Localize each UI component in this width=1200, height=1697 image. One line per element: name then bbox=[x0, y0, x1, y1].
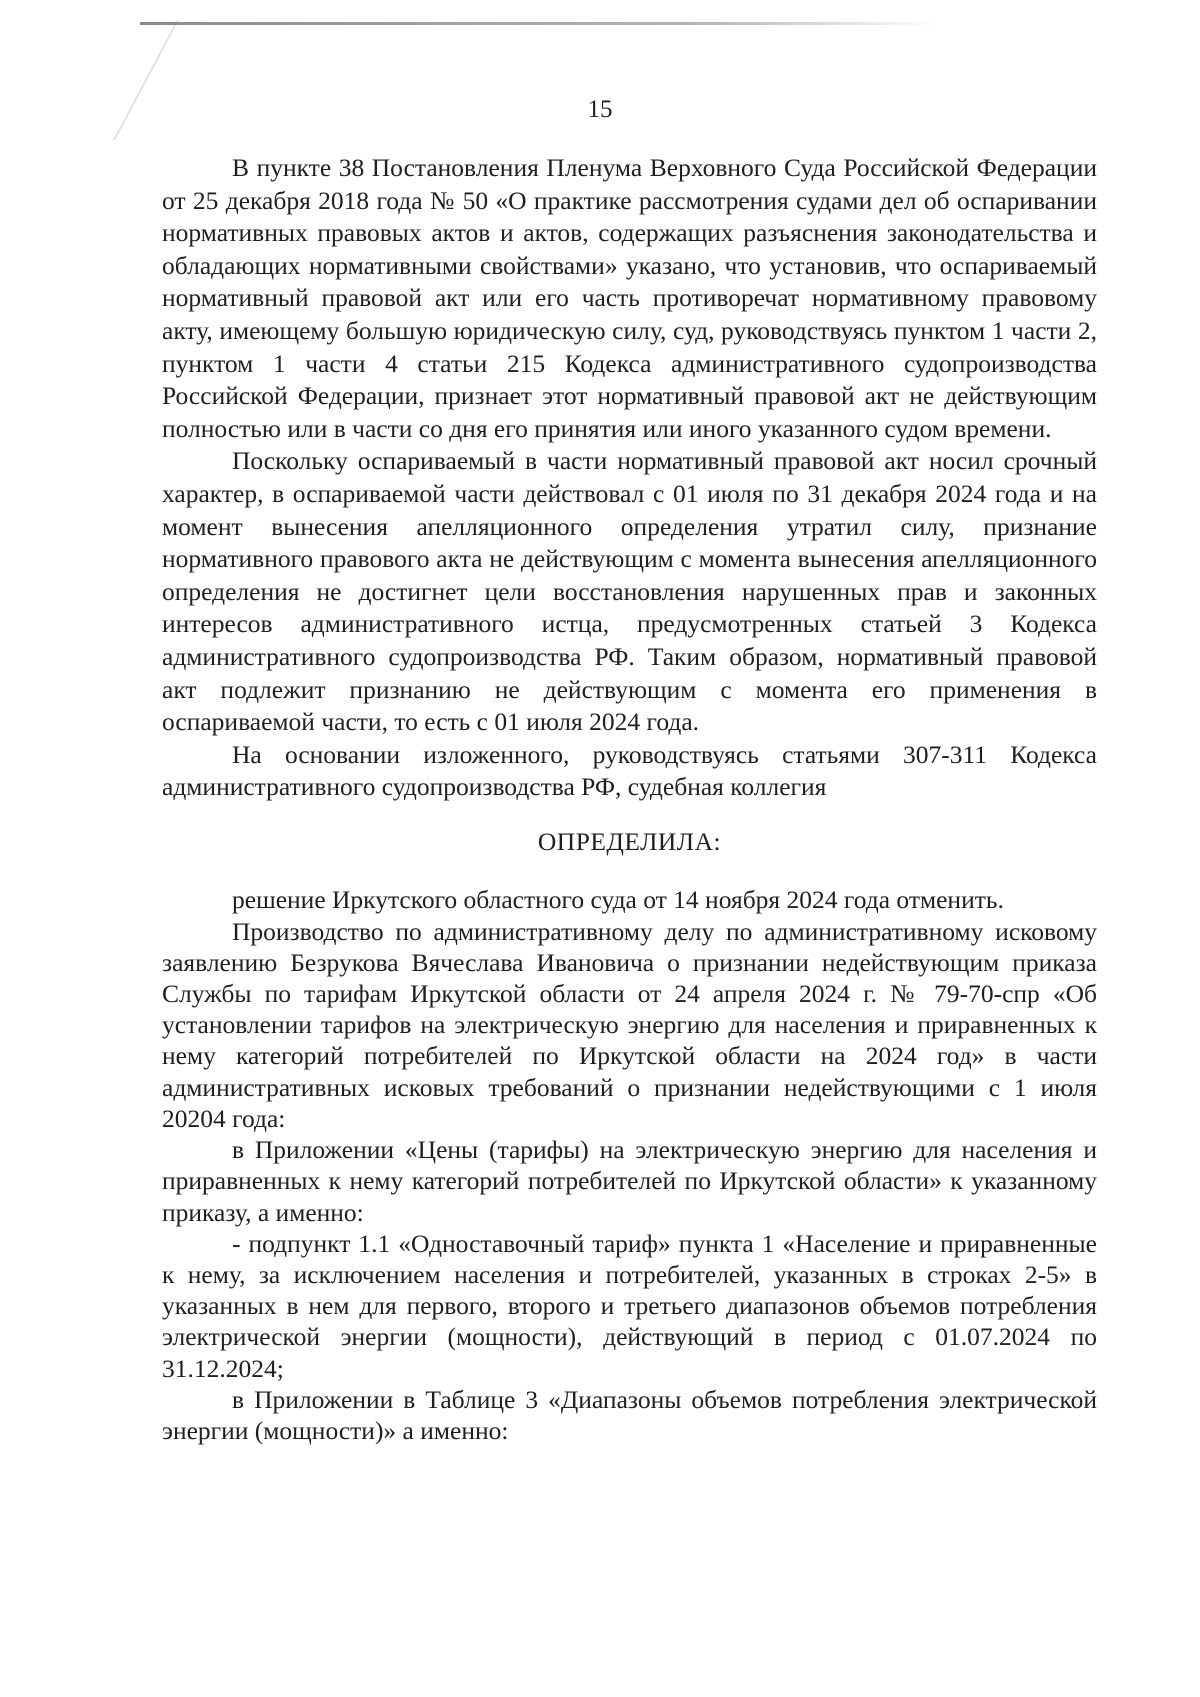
paragraph-plenum-reference: В пункте 38 Постановления Пленума Верховного Суда Российской Федерации от 25 декабря 2018 года № 50 «О практике рассмотрения судами дел об оспаривании нормативных правовых актов и актов, содержащих разъяснения законодательства и обладающих нормативными свойствами» указано, что установив, что оспариваемый нормативный правовой акт или его часть противоречат нормативному правовому акту, имеющему большую юридическую силу, суд, руководствуясь пунктом 1 части 2, пунктом 1 части 4 статьи 215 Кодекса административного судопроизводства Российской Федерации, признает этот нормативный правовой акт не действующим полностью или в части со дня его принятия или иного указанного судом времени. bbox=[162, 153, 1097, 443]
ruling-heading: ОПРЕДЕЛИЛА: bbox=[537, 826, 722, 856]
scan-top-edge bbox=[140, 22, 940, 25]
document-body bbox=[162, 152, 1097, 1446]
paragraph-grounds: На основании изложенного, руководствуясь статьями 307-311 Кодекса административного судопроизводства РФ, судебная коллегия bbox=[162, 739, 1097, 802]
paragraph-temporary-act: Поскольку оспариваемый в части нормативный правовой акт носил срочный характер, в оспариваемой части действовал с 01 июля по 31 декабря 2024 года и на момент вынесения апелляционного определения утратил силу, признание нормативного правового акта не действующим с момента вынесения апелляционного определения не достигнет цели восстановления нарушенных прав и законных интересов административного истца, предусмотренных статьей 3 Кодекса административного судопроизводства РФ. Таким образом, нормативный правовой акт подлежит признанию не действующим с момента его применения в оспариваемой части, то есть с 01 июля 2024 года. bbox=[162, 446, 1097, 737]
decision-section bbox=[162, 884, 1097, 1446]
paragraph-appendix-table3: в Приложении в Таблице 3 «Диапазоны объемов потребления электрической энергии (мощности)» а именно: bbox=[162, 1384, 1097, 1445]
paragraph-appendix-prices: в Приложении «Цены (тарифы) на электрическую энергию для населения и приравненных к нему категорий потребителей по Иркутской области» к указанному приказу, а именно: bbox=[162, 1135, 1097, 1227]
paragraph-cancel-decision: решение Иркутского областного суда от 14 ноября 2024 года отменить. bbox=[232, 885, 1004, 915]
paragraph-subclause-tariff: - подпункт 1.1 «Одноставочный тариф» пункта 1 «Население и приравненные к нему, за исключением населения и потребителей, указанных в строках 2-5» в указанных в нем для первого, второго и третьего диапазонов объемов потребления электрической энергии (мощности), действующий в период с 01.07.2024 по 31.12.2024; bbox=[162, 1228, 1097, 1383]
page-number: 15 bbox=[587, 96, 613, 123]
paragraph-proceedings: Производство по административному делу по административному исковому заявлению Безрукова Вячеслава Ивановича о признании недействующим приказа Службы по тарифам Иркутской области от 24 апреля 2024 г. № 79-70-спр «Об установлении тарифов на электрическую энергию для населения и приравненных к нему категорий потребителей по Иркутской области на 2024 год» в части административных исковых требований о признании недействующими с 1 июля 20204 года: bbox=[162, 916, 1097, 1133]
